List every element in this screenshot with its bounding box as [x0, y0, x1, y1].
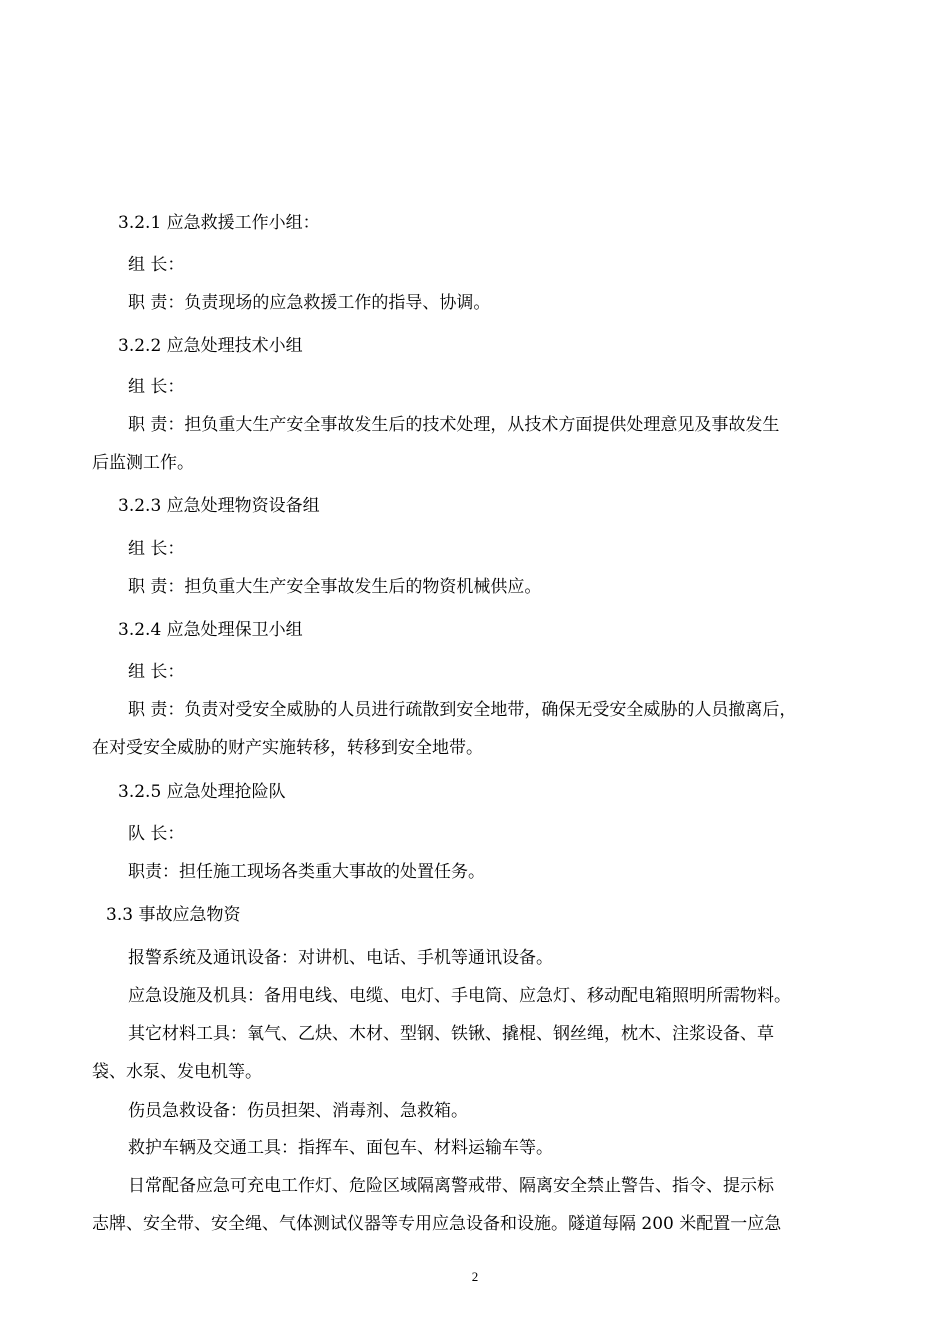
- paragraph-line: 救护车辆及交通工具：指挥车、面包车、材料运输车等。: [128, 1138, 553, 1158]
- duty-line: 职 责：担负重大生产安全事故发生后的技术处理，从技术方面提供处理意见及事故发生: [128, 415, 780, 435]
- paragraph-line-continued: 志牌、安全带、安全绳、气体测试仪器等专用应急设备和设施。隧道每隔 200 米配置一应急: [92, 1214, 782, 1234]
- paragraph-line: 其它材料工具：氧气、乙炔、木材、型钢、铁锹、撬棍、钢丝绳，枕木、注浆设备、草: [128, 1024, 774, 1044]
- duty-line-continued: 在对受安全威胁的财产实施转移，转移到安全地带。: [92, 738, 483, 758]
- paragraph-line: 日常配备应急可充电工作灯、危险区域隔离警戒带、隔离安全禁止警告、指令、提示标: [128, 1176, 774, 1196]
- heading-3-2-3: 3.2.3 应急处理物资设备组: [118, 496, 320, 516]
- leader-line: 组 长：: [128, 255, 185, 275]
- leader-line: 组 长：: [128, 662, 185, 682]
- heading-3-2-4: 3.2.4 应急处理保卫小组: [118, 620, 303, 640]
- paragraph-line: 伤员急救设备：伤员担架、消毒剂、急救箱。: [128, 1101, 468, 1121]
- duty-line: 职 责：负责现场的应急救援工作的指导、协调。: [128, 293, 491, 313]
- heading-3-3: 3.3 事故应急物资: [106, 905, 241, 925]
- duty-line: 职 责：担负重大生产安全事故发生后的物资机械供应。: [128, 577, 542, 597]
- leader-line: 组 长：: [128, 539, 185, 559]
- paragraph-line-continued: 袋、水泵、发电机等。: [92, 1062, 262, 1082]
- page-number: 2: [471, 1269, 479, 1284]
- leader-line: 队 长：: [128, 824, 185, 844]
- duty-line: 职责：担任施工现场各类重大事故的处置任务。: [128, 862, 485, 882]
- heading-3-2-5: 3.2.5 应急处理抢险队: [118, 782, 286, 802]
- heading-3-2-1: 3.2.1 应急救援工作小组：: [118, 213, 320, 233]
- duty-line: 职 责：负责对受安全威胁的人员进行疏散到安全地带，确保无受安全威胁的人员撤离后，: [128, 700, 797, 720]
- leader-line: 组 长：: [128, 377, 185, 397]
- heading-3-2-2: 3.2.2 应急处理技术小组: [118, 336, 303, 356]
- duty-line-continued: 后监测工作。: [92, 453, 194, 473]
- paragraph-line: 应急设施及机具：备用电线、电缆、电灯、手电筒、应急灯、移动配电箱照明所需物料。: [128, 986, 791, 1006]
- paragraph-line: 报警系统及通讯设备：对讲机、电话、手机等通讯设备。: [128, 948, 553, 968]
